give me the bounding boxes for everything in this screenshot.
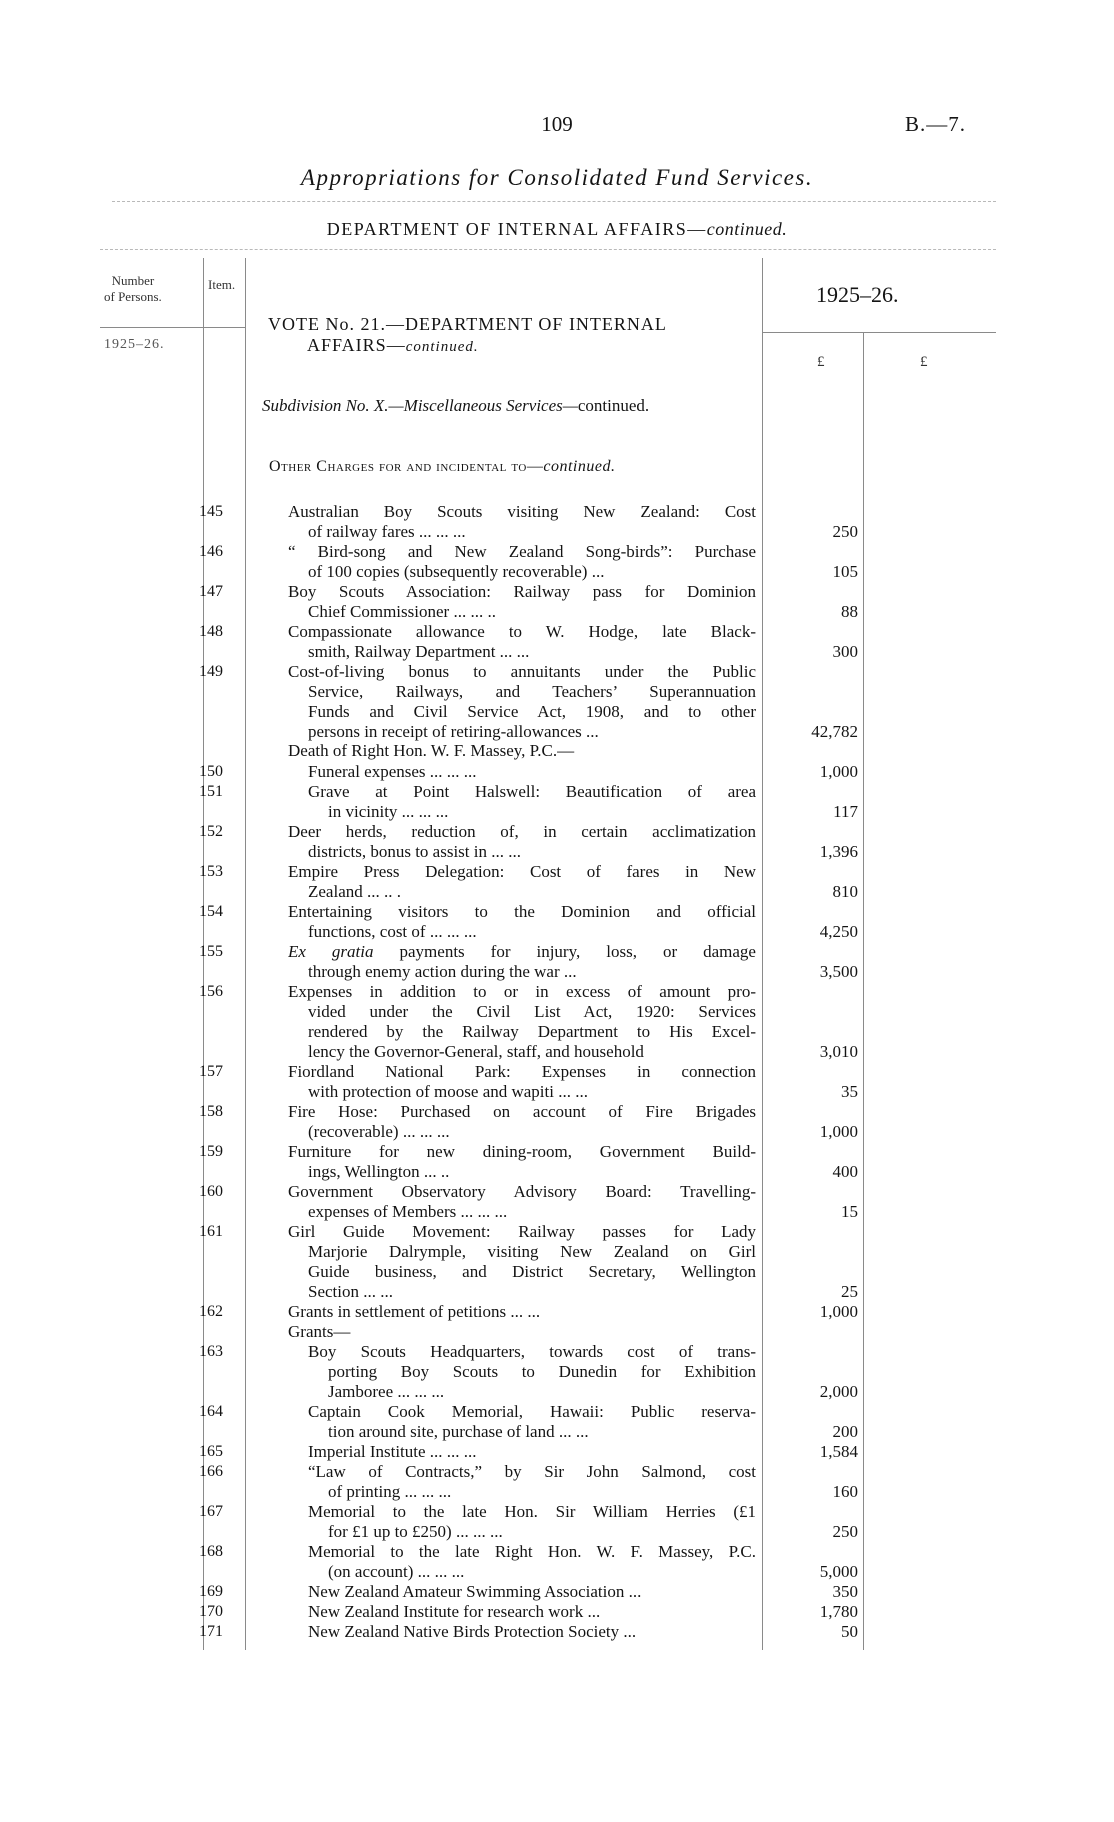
item-description-line: Guide business, and District Secretary, Wellington [308,1262,756,1281]
item-description [288,582,756,622]
item-description-line: vided under the Civil List Act, 1920: Services [308,1002,756,1021]
item-description-line: “ Bird-song and New Zealand Song-birds”: Purchase [288,542,756,561]
item-amount: 810 [832,882,858,901]
page-number: 109 [541,112,573,136]
item-number: 164 [199,1403,223,1420]
item-description-line: lency the Governor-General, staff, and household [308,1042,644,1061]
item-number: 166 [199,1463,223,1480]
item-description-line: smith, Railway Department ... ... [308,642,530,661]
item-description-line: Grave at Point Halswell: Beautification of area [308,782,756,801]
item-number: 147 [199,583,223,600]
item-number: 148 [199,623,223,640]
header-persons-rule [100,327,245,328]
item-amount: 105 [832,562,858,581]
item-amount: 117 [833,802,858,821]
item-description [288,1142,756,1182]
item-amount: 4,250 [819,922,858,941]
item-description-line: Captain Cook Memorial, Hawaii: Public reserva- [308,1402,756,1421]
item-description-line: districts, bonus to assist in ... ... [308,842,521,861]
item-description-line: expenses of Members ... ... ... [308,1202,508,1221]
item-description-line: Memorial to the late Hon. Sir William Herries (£1 [308,1502,756,1521]
item-number: 151 [199,783,223,800]
item-description-line: through enemy action during the war ... [308,962,577,981]
item-amount: 50 [841,1622,858,1641]
item-description-line: persons in receipt of retiring-allowances ... [308,722,599,741]
item-description [308,782,756,822]
item-number: 168 [199,1543,223,1560]
item-description-line: Girl Guide Movement: Railway passes for Lady [288,1222,756,1241]
item-number: 159 [199,1143,223,1160]
item-description-line: Furniture for new dining-room, Government Build- [288,1142,756,1161]
item-description-line: Funds and Civil Service Act, 1908, and to other [308,702,756,721]
item-number: 156 [199,983,223,1000]
item-description-line: of 100 copies (subsequently recoverable) ... [308,562,605,581]
item-description-line: Memorial to the late Right Hon. W. F. Massey, P.C. [308,1542,756,1561]
item-number: 149 [199,663,223,680]
item-amount: 400 [832,1162,858,1181]
item-description-line: Boy Scouts Headquarters, towards cost of trans- [308,1342,756,1361]
item-amount: 160 [832,1482,858,1501]
other-charges-heading: Other Charges for and incidental to—continued. [269,458,616,475]
header-year-rule [763,332,996,333]
item-number: 152 [199,823,223,840]
item-description-line: Funeral expenses ... ... ... [308,762,477,781]
item-description-line: Jamboree ... ... ... [328,1382,445,1401]
item-description-line: rendered by the Railway Department to His Excel- [308,1022,756,1041]
item-number: 146 [199,543,223,560]
item-description-line: tion around site, purchase of land ... ... [328,1422,589,1441]
document-reference: B.—7. [905,112,967,136]
item-description [288,1182,756,1222]
item-number: 161 [199,1223,223,1240]
item-description-line: Chief Commissioner ... ... .. [308,602,496,621]
item-description-line: Australian Boy Scouts visiting New Zealand: Cost [288,502,756,521]
currency-symbol-1: £ [817,354,825,370]
item-column-header: Item. [208,277,236,292]
item-amount: 1,780 [819,1602,858,1621]
item-description-line: Section ... ... [308,1282,393,1301]
item-description-line: of railway fares ... ... ... [308,522,466,541]
death-massey-heading: Death of Right Hon. W. F. Massey, P.C.— [288,741,575,760]
item-description-line: New Zealand Institute for research work ... [308,1602,601,1621]
item-description [308,1462,756,1502]
item-amount: 1,000 [819,762,858,781]
item-description [288,622,756,662]
item-description [288,1102,756,1142]
currency-symbol-2: £ [920,354,928,370]
vote-title: VOTE No. 21.—DEPARTMENT OF INTERNAL [268,314,667,334]
item-amount: 250 [832,522,858,541]
item-description [288,1222,756,1302]
item-description [308,762,756,782]
subdivision-heading: Subdivision No. X.—Miscellaneous Services—continued. [262,396,650,415]
item-number: 169 [199,1583,223,1600]
persons-column-header: Number of Persons. [104,273,162,304]
item-amount: 3,500 [819,962,858,981]
item-amount: 1,000 [819,1302,858,1321]
vote-title-continued: AFFAIRS—continued. [307,335,479,355]
persons-year: 1925–26. [104,337,165,352]
item-number: 154 [199,903,223,920]
item-number: 170 [199,1603,223,1620]
item-description-line: Cost-of-living bonus to annuitants under the Public [288,662,756,681]
item-amount: 5,000 [819,1562,858,1581]
amount-column-rule [863,332,864,1650]
item-number: 163 [199,1343,223,1360]
item-description-line: Ex gratia payments for injury, loss, or damage [288,942,756,961]
item-description [288,862,756,902]
item-description [308,1342,756,1402]
item-description-line: Fiordland National Park: Expenses in connection [288,1062,756,1081]
grants-heading: Grants— [288,1322,351,1341]
item-description-line: porting Boy Scouts to Dunedin for Exhibition [328,1362,756,1381]
item-description-line: in vicinity ... ... ... [328,802,449,821]
item-amount: 250 [832,1522,858,1541]
item-description-line: Zealand ... .. . [308,882,401,901]
item-description [288,1062,756,1102]
item-number: 153 [199,863,223,880]
page-title: Appropriations for Consolidated Fund Services. [300,165,814,190]
item-description [288,822,756,862]
item-description-line: Compassionate allowance to W. Hodge, late Black- [288,622,756,641]
item-description [308,1542,756,1582]
item-amount: 300 [832,642,858,661]
item-description-line: New Zealand Amateur Swimming Association ... [308,1582,642,1601]
item-description-line: functions, cost of ... ... ... [308,922,477,941]
description-column-rule [762,258,763,1650]
item-amount: 35 [841,1082,858,1101]
item-description-line: Fire Hose: Purchased on account of Fire Brigades [288,1102,756,1121]
item-description-line: Grants in settlement of petitions ... ... [288,1302,541,1321]
item-amount: 200 [832,1422,858,1441]
item-number: 157 [199,1063,223,1080]
item-description-line: ings, Wellington ... .. [308,1162,450,1181]
item-number: 155 [199,943,223,960]
title-rule [112,201,996,202]
item-description [288,542,756,582]
item-amount: 3,010 [819,1042,858,1061]
department-heading: DEPARTMENT OF INTERNAL AFFAIRS—continued. [326,219,788,239]
item-description [288,662,756,742]
item-number: 158 [199,1103,223,1120]
item-description-line: of printing ... ... ... [328,1482,452,1501]
item-description [308,1582,756,1602]
item-description-line: New Zealand Native Birds Protection Society ... [308,1622,637,1641]
item-description-line: for £1 up to £250) ... ... ... [328,1522,503,1541]
item-description-line: Imperial Institute ... ... ... [308,1442,477,1461]
item-description [288,1302,756,1322]
item-description-line: with protection of moose and wapiti ... ... [308,1082,588,1101]
item-number: 145 [199,503,223,520]
year-column-header: 1925–26. [816,282,899,307]
item-description-line: Boy Scouts Association: Railway pass for Dominion [288,582,756,601]
item-number: 167 [199,1503,223,1520]
item-amount: 25 [841,1282,858,1301]
item-description [308,1402,756,1442]
item-description [288,902,756,942]
item-number: 160 [199,1183,223,1200]
item-description-line: Marjorie Dalrymple, visiting New Zealand on Girl [308,1242,756,1261]
item-amount: 15 [841,1202,858,1221]
item-description [308,1442,756,1462]
item-description [288,982,756,1062]
item-description-line: Service, Railways, and Teachers’ Superannuation [308,682,756,701]
item-description-line: Expenses in addition to or in excess of amount pro- [288,982,756,1001]
item-description-line: (on account) ... ... ... [328,1562,465,1581]
item-description-line: Entertaining visitors to the Dominion and official [288,902,756,921]
item-number: 150 [199,763,223,780]
item-description-line: Government Observatory Advisory Board: Travelling- [288,1182,756,1201]
item-amount: 2,000 [819,1382,858,1401]
item-description [308,1602,756,1622]
item-description [308,1502,756,1542]
item-description-line: Deer herds, reduction of, in certain acclimatization [288,822,756,841]
item-description-line: “Law of Contracts,” by Sir John Salmond, cost [308,1462,756,1481]
item-description [288,502,756,542]
item-amount: 1,584 [819,1442,858,1461]
item-number: 171 [199,1623,223,1640]
item-description-line: Empire Press Delegation: Cost of fares in New [288,862,756,881]
header-rule [100,249,996,250]
item-description [288,942,756,982]
item-amount: 350 [832,1582,858,1601]
item-amount: 1,396 [819,842,858,861]
item-amount: 42,782 [811,722,858,741]
item-amount: 88 [841,602,858,621]
item-description-line: (recoverable) ... ... ... [308,1122,450,1141]
item-number: 162 [199,1303,223,1320]
item-number: 165 [199,1443,223,1460]
item-description [308,1622,756,1642]
item-amount: 1,000 [819,1122,858,1141]
